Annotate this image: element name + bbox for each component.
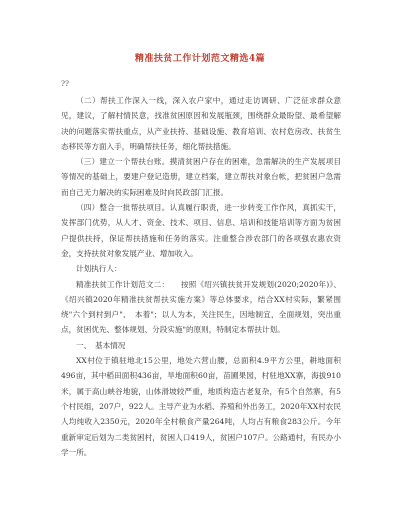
paragraph-3: （三）建立一个帮扶台账。摸清贫困户存在的困难，急需解决的生产发展项目等情况的基础上，要建户登记造册，建立档案，建立帮扶对象台帐，把贫困户急需而自己无力解决的实际困难及时向民政部门汇报。 <box>61 157 341 197</box>
plan-executor: 计划执行人： <box>76 264 122 274</box>
document-body <box>61 93 341 460</box>
paragraph-basic-info: XX村位于镇驻地北15公里，地处六营山腰，总面积4.9平方公里，耕地面积496亩，其中稻田面积436亩，旱地面积60亩，苗圃果园，村驻地XX寨，海拔910米，属于高山峡谷地貌，山体滑坡较严重，地质构造古老复杂，有5个自然寨，有5个村民组，207户，922人。主导产业为水稻、养殖和外出务工，2020年XX村农民人均纯收入2350元，2020年全村粮食产量264吨，人均占有粮食283公斤。今年重新审定后划为二类贫困村，贫困人口419人，贫困户107户。公路通村，有民办小学一所。 <box>61 356 341 457</box>
paragraph-2: （二）帮扶工作深入一线，深入农户家中，通过走访调研、广泛征求群众意见，建议，了解村情民意，找准贫困原因和发展瓶颈，围绕群众最盼望、最希望解决的问题落实帮扶重点，从产业扶持、基础设施、教育培训、农村危房改、扶贫生态移民等方面入手，明确帮扶任务，细化帮扶措施。 <box>61 96 341 151</box>
paragraph-4: （四）整合一批帮扶项目。认真履行职责，进一步转变工作作风，真抓实干，发挥部门优势，从人才、资金、技术、项目、信息、培训和技能培训等方面为贫困户提供扶持，保证帮扶措施和任务的落实。注重整合涉农部门的各项强农惠农资金，支持扶贫对象发展产业、增加收入。 <box>61 203 341 258</box>
page-title: 精准扶贫工作计划范文精选4篇 <box>134 54 266 64</box>
paragraph-plan-two: 精准扶贫工作计划范文二： 按照《绍兴镇扶贫开发规划(2020;2020年)》、《绍兴镇2020年精准扶贫帮扶实施方案》等总体要求，结合XX村实际，繁紧围绕"六个到村到户"、 本着"；以人为本，关注民生，因地制宜，全面规划，突出重点，贫困优先、整体规划、分段实施"的原则，特制定本帮扶计划。 <box>61 279 341 335</box>
section-heading-basic-info: 一、 基本情况 <box>76 340 126 350</box>
marker-text: ?? <box>61 79 70 88</box>
